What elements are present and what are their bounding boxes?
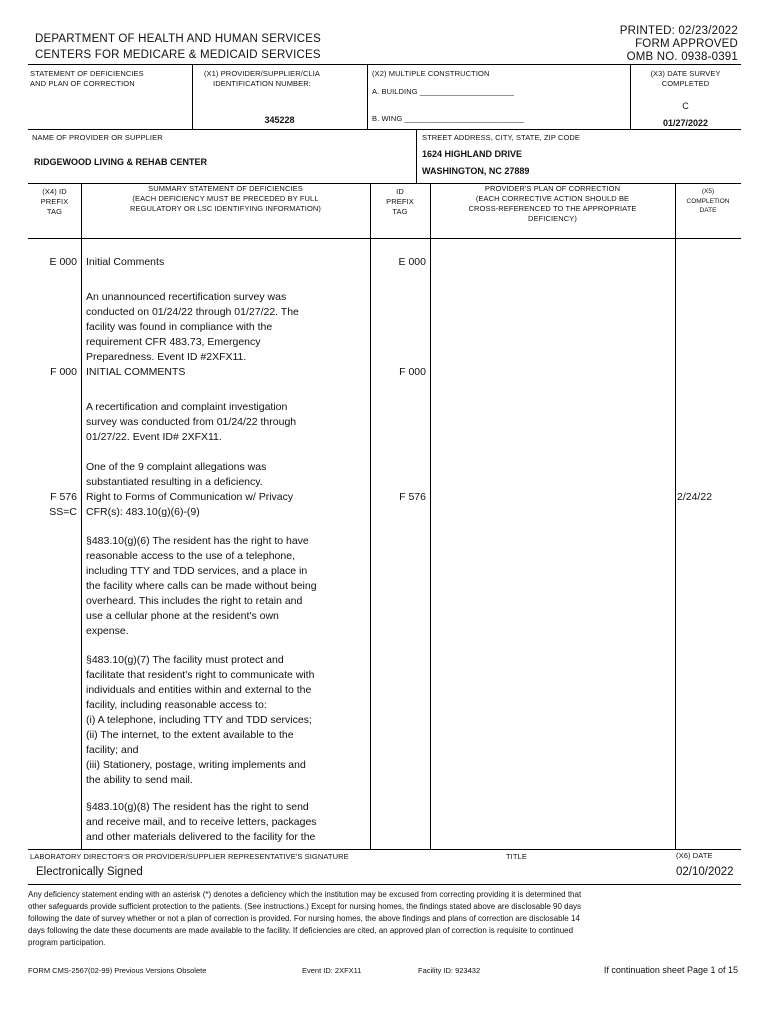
f576-id-tag: F 576 (399, 491, 426, 503)
f576-completion-date: 2/24/22 (677, 491, 713, 503)
f000-tag: F 000 (50, 366, 77, 378)
provider-name: RIDGEWOOD LIVING & REHAB CENTER (34, 157, 208, 167)
page-indicator: If continuation sheet Page 1 of 15 (603, 965, 738, 975)
omb-number: OMB NO. 0938-0391 (626, 51, 738, 63)
f000-body-survey: A recertification and complaint investigation survey was conducted from 01/24/22 through 01/27/22. Event ID# 2XFX11. (86, 401, 297, 443)
printed-date: PRINTED: 02/23/2022 (619, 25, 738, 37)
department-name: DEPARTMENT OF HEALTH AND HUMAN SERVICES (35, 33, 321, 45)
regulation-paragraph-g6: §483.10(g)(6) The resident has the right to have reasonable access to the use of a telephone, including TTY and TDD services, and a place in the facility where calls can be made without being overheard. This includes the right to retain and use a cellular phone at the resident's own expense. (86, 535, 317, 637)
signature-value: Electronically Signed (36, 866, 143, 878)
footer-event-id: Event ID: 2XFX11 (302, 966, 362, 975)
footer-facility-id: Facility ID: 923432 (418, 966, 481, 975)
f576-title: Right to Forms of Communication w/ Privacy (86, 491, 294, 503)
agency-name: CENTERS FOR MEDICARE & MEDICAID SERVICES (35, 49, 321, 61)
signature-date-label: (X6) DATE (676, 851, 713, 860)
statement-label: STATEMENT OF DEFICIENCIES AND PLAN OF CORRECTION (30, 69, 144, 88)
plan-header: PROVIDER'S PLAN OF CORRECTION (EACH CORRECTIVE ACTION SHOULD BE CROSS-REFERENCED TO THE APPROPRIATE DEFICIENCY) (468, 184, 637, 223)
city-state-zip: WASHINGTON, NC 27889 (422, 166, 530, 176)
f576-scope-severity: SS=C (49, 506, 77, 518)
f000-id-tag: F 000 (399, 366, 426, 378)
provider-name-label: NAME OF PROVIDER OR SUPPLIER (32, 133, 163, 142)
street-address: 1624 HIGHLAND DRIVE (422, 149, 523, 159)
e000-tag: E 000 (49, 256, 77, 268)
street-label: STREET ADDRESS, CITY, STATE, ZIP CODE (422, 133, 581, 142)
form-number: FORM CMS-2567(02-99) Previous Versions Obsolete (28, 966, 207, 975)
regulation-paragraph-g7: §483.10(g)(7) The facility must protect and facilitate that resident's right to communicate with individuals and entities within and external to the facility, including reasonable access to: (i) A telephone, including TTY and TDD services; (ii) The internet, to the extent available to the facility; and (iii) Stationery, postage, writing implements and the ability to send mail. (86, 654, 315, 786)
id-header: ID PREFIX TAG (386, 187, 414, 216)
survey-completed-date: 01/27/2022 (662, 118, 709, 128)
f576-tag: F 576 (50, 491, 77, 503)
signature-date: 02/10/2022 (676, 866, 734, 878)
x5-header: (X5) COMPLETION DATE (686, 188, 730, 214)
e000-id-tag: E 000 (398, 256, 426, 268)
x1-label: (X1) PROVIDER/SUPPLIER/CLIA IDENTIFICATION NUMBER: (203, 69, 321, 88)
regulation-paragraph-g8: §483.10(g)(8) The resident has the right to send and receive mail, and to receive letters, packages and other materials delivered to the facility for the (86, 801, 317, 843)
disclaimer: Any deficiency statement ending with an asterisk (*) denotes a deficiency which the institution may be excused from correcting providing it is determined that other safeguards provide sufficient protection to the patients. (See instructions.) Except for nursing homes, the findings stated above are disclosable 90 days following the date of survey whether or not a plan of correction is provided. For nursing homes, the above findings and plans of correction are disclosable 14 days following the date these documents are made available to the facility. If deficiencies are cited, an approved plan of correction is requisite to continued program participation. (28, 890, 582, 947)
summary-header: SUMMARY STATEMENT OF DEFICIENCIES (EACH DEFICIENCY MUST BE PRECEDED BY FULL REGULATORY OR LSC IDENTIFYING INFORMATION) (129, 184, 322, 213)
building-field: A. BUILDING ______________________ (372, 87, 514, 96)
wing-field: B. WING ____________________________ (372, 114, 525, 123)
x3-label: (X3) DATE SURVEY COMPLETED (650, 69, 721, 88)
survey-type-letter: C (682, 101, 689, 111)
signature-label: LABORATORY DIRECTOR'S OR PROVIDER/SUPPLIER REPRESENTATIVE'S SIGNATURE (30, 852, 349, 861)
e000-body: An unannounced recertification survey was conducted on 01/24/22 through 01/27/22. The facility was found in compliance with the requirement CFR 483.73, Emergency Preparedness. Event ID #2XFX11. (86, 291, 299, 363)
e000-title: Initial Comments (86, 256, 165, 268)
title-label: TITLE (506, 852, 527, 861)
x2-label: (X2) MULTIPLE CONSTRUCTION (372, 69, 490, 78)
f000-title: INITIAL COMMENTS (86, 366, 186, 378)
provider-id-number: 345228 (264, 115, 295, 125)
form-approved: FORM APPROVED (635, 38, 738, 50)
f576-cfr: CFR(s): 483.10(g)(6)-(9) (86, 506, 200, 518)
x4-header: (X4) ID PREFIX TAG (40, 187, 69, 216)
f000-body-complaints: One of the 9 complaint allegations was substantiated resulting in a deficiency. (86, 461, 267, 488)
